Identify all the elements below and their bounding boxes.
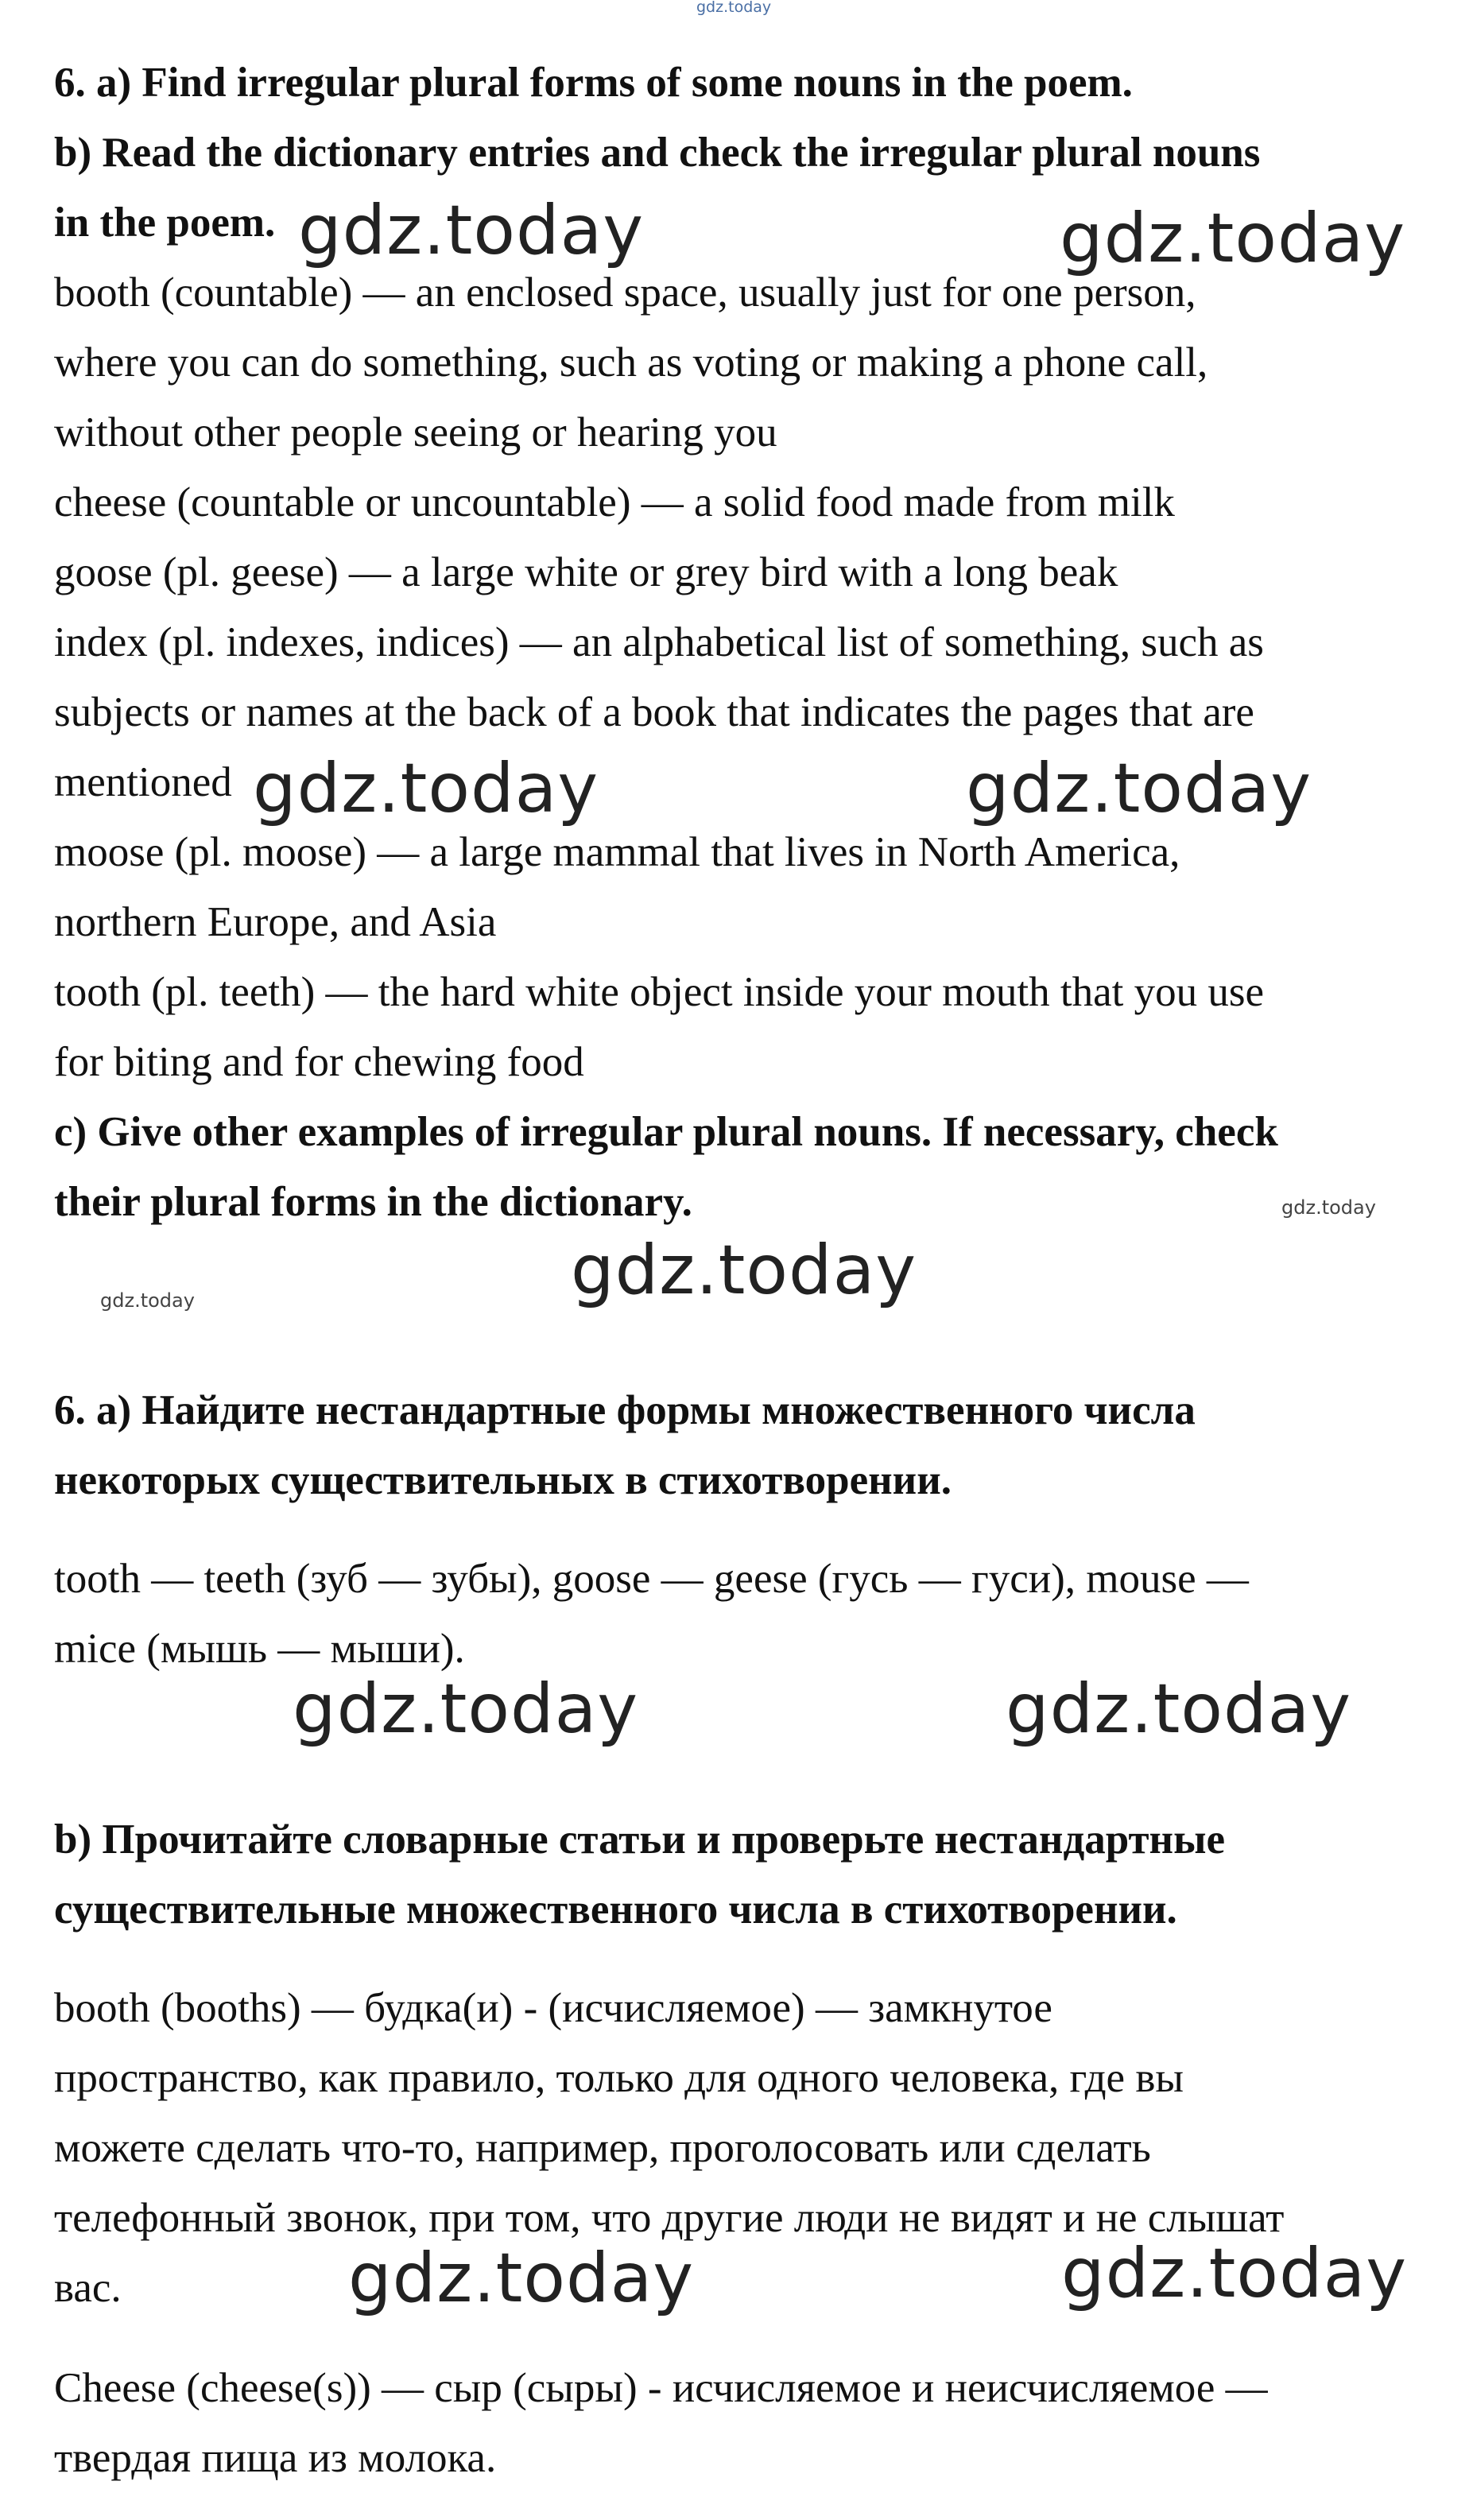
answer-b-booth-line: телефонный звонок, при том, что другие люди не видят и не слышат <box>54 2195 1285 2241</box>
entry-line: index (pl. indexes, indices) — an alphabetical list of something, such as <box>54 619 1264 665</box>
answer-b-heading-line2: существительные множественного числа в стихотворении. <box>54 1886 1177 1933</box>
watermark: gdz.today <box>293 1669 639 1749</box>
answer-b-booth-line: booth (booths) — будка(и) - (исчисляемое) — замкнутое <box>54 1985 1052 2031</box>
watermark: gdz.today <box>1006 1669 1352 1749</box>
answer-a-heading-line1: 6. а) Найдите нестандартные формы множественного числа <box>54 1387 1196 1433</box>
answer-a-text-line1: tooth — teeth (зуб — зубы), goose — geese (гусь — гуси), mouse — <box>54 1556 1249 1602</box>
exercise-heading-c-line2: their plural forms in the dictionary. <box>54 1179 692 1225</box>
entry-line: goose (pl. geese) — a large white or grey bird with a long beak <box>54 549 1118 595</box>
answer-b-booth-line: можете сделать что-то, например, проголосовать или сделать <box>54 2125 1151 2171</box>
exercise-heading-c-line1: c) Give other examples of irregular plural nouns. If necessary, check <box>54 1109 1278 1155</box>
entry-line: subjects or names at the back of a book that indicates the pages that are <box>54 689 1254 735</box>
entry-line: tooth (pl. teeth) — the hard white object inside your mouth that you use <box>54 969 1264 1015</box>
watermark: gdz.today <box>298 191 645 270</box>
exercise-heading-b-line2: in the poem. <box>54 200 276 246</box>
exercise-heading-b-line1: b) Read the dictionary entries and check the irregular plural nouns <box>54 130 1261 176</box>
answer-b-heading-line1: b) Прочитайте словарные статьи и проверьте нестандартные <box>54 1816 1226 1863</box>
watermark-small: gdz.today <box>100 1289 195 1312</box>
entry-line: cheese (countable or uncountable) — a solid food made from milk <box>54 479 1175 525</box>
watermark: gdz.today <box>1060 199 1406 278</box>
watermark: gdz.today <box>966 749 1312 828</box>
watermark: gdz.today <box>253 749 599 828</box>
entry-line: booth (countable) — an enclosed space, usually just for one person, <box>54 269 1196 316</box>
answer-b-booth-line: пространство, как правило, только для одного человека, где вы <box>54 2055 1184 2101</box>
answer-a-heading-line2: некоторых существительных в стихотворении. <box>54 1457 952 1503</box>
entry-line: mentioned <box>54 759 232 805</box>
watermark: gdz.today <box>1061 2234 1408 2313</box>
entry-line: for biting and for chewing food <box>54 1039 584 1085</box>
answer-b-cheese-line: Cheese (cheese(s)) — сыр (сыры) - исчисляемое и неисчисляемое — <box>54 2365 1268 2411</box>
entry-line: moose (pl. moose) — a large mammal that lives in North America, <box>54 829 1180 875</box>
exercise-heading-a: 6. a) Find irregular plural forms of some nouns in the poem. <box>54 60 1133 106</box>
entry-line: where you can do something, such as voting or making a phone call, <box>54 339 1208 386</box>
watermark: gdz.today <box>348 2239 695 2318</box>
watermark-top: gdz.today <box>696 0 772 16</box>
answer-a-text-line2: mice (мышь — мыши). <box>54 1626 465 1672</box>
watermark: gdz.today <box>571 1231 917 1310</box>
answer-b-cheese-line: твердая пища из молока. <box>54 2435 497 2481</box>
entry-line: without other people seeing or hearing you <box>54 409 777 456</box>
entry-line: northern Europe, and Asia <box>54 899 497 945</box>
watermark-small: gdz.today <box>1281 1196 1376 1219</box>
answer-b-booth-line: вас. <box>54 2265 122 2311</box>
